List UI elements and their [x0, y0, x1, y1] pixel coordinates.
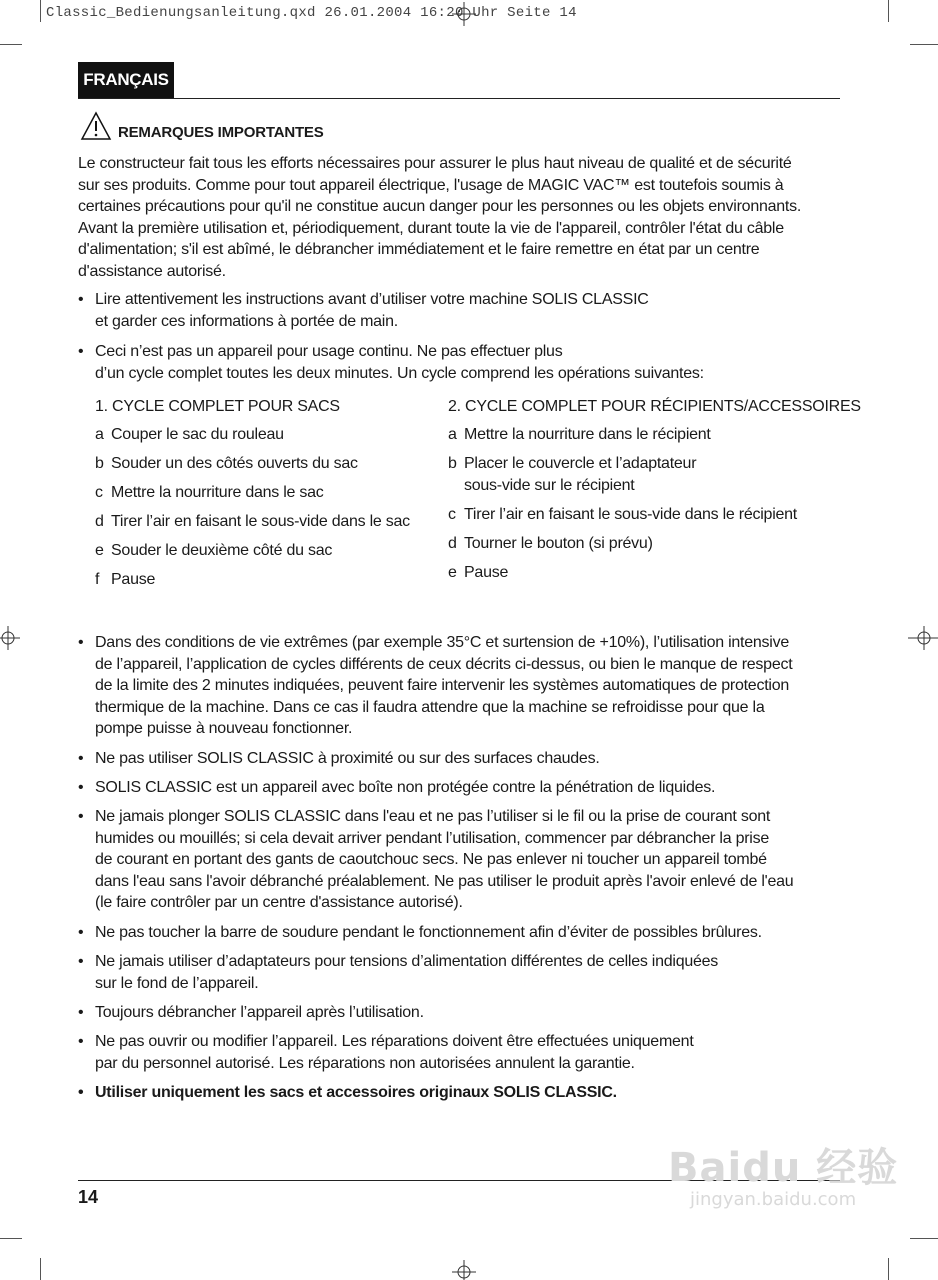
step-key: a: [448, 426, 457, 443]
bullet-dot: •: [78, 779, 84, 796]
bullet-dot: •: [78, 1033, 84, 1050]
bullet-line: et garder ces informations à portée de main.: [95, 312, 398, 330]
bullet-line: Ne pas toucher la barre de soudure pendant le fonctionnement afin d’éviter de possibles brûlures.: [95, 924, 762, 941]
crop-mark: [0, 1238, 22, 1239]
cycle-step: [95, 511, 410, 533]
intro-line: d'alimentation; s'il est abîmé, le débrancher immédiatement et le faire remettre en état par un centre: [78, 241, 760, 258]
bullet-dot: •: [78, 750, 84, 767]
bullet-item: [78, 632, 858, 740]
cycle-step: [448, 504, 797, 526]
bullet-line: de courant en portant des gants de caoutchouc secs. Ne pas enlever ni toucher un appareil tombé: [95, 851, 767, 868]
cycle-left-heading: 1. CYCLE COMPLET POUR SACS: [95, 398, 340, 415]
step-key: a: [95, 426, 104, 443]
bullet-line: de l’appareil, l’application de cycles différents de ceux décrits ci-dessus, ou bien le manque de respect: [95, 655, 793, 673]
crop-mark: [888, 0, 889, 22]
bullet-dot: •: [78, 808, 84, 825]
crop-mark: [888, 1258, 889, 1280]
bullet-item: [78, 951, 858, 994]
step-key: b: [95, 455, 104, 472]
cycle-step: [95, 540, 332, 562]
section-title: REMARQUES IMPORTANTES: [118, 124, 324, 141]
bullet-item: [78, 922, 858, 944]
step-key: d: [95, 513, 104, 530]
step-key: d: [448, 535, 457, 552]
bullet-line: par du personnel autorisé. Les réparations non autorisées annulent la garantie.: [95, 1054, 635, 1072]
cycle-step: [448, 453, 696, 475]
cycle-step: [448, 533, 653, 555]
registration-mark-icon: [452, 1260, 476, 1280]
bullet-line: dans l'eau sans l'avoir débranché préalablement. Ne pas utiliser le produit après l'avoir enlevé de l'eau: [95, 872, 794, 890]
bullet-line: thermique de la machine. Dans ce cas il faudra attendre que la machine se refroidisse pour que la: [95, 698, 765, 716]
bullet-item-bold: [78, 1082, 858, 1104]
step-text: Tourner le bouton (si prévu): [464, 535, 653, 552]
intro-line: Avant la première utilisation et, périodiquement, durant toute la vie de l'appareil, contrôler l'état du câble: [78, 219, 784, 237]
cycle-step-continuation: [464, 475, 634, 497]
bullet-item: [78, 341, 848, 384]
bullet-line: Dans des conditions de vie extrêmes (par exemple 35°C et surtension de +10%), l’utilisation intensive: [95, 634, 789, 651]
bullet-line: SOLIS CLASSIC est un appareil avec boîte non protégée contre la pénétration de liquides.: [95, 779, 716, 796]
step-key: b: [448, 455, 457, 472]
bullet-dot: •: [78, 634, 84, 651]
intro-paragraph: [78, 153, 848, 282]
step-key: f: [95, 571, 100, 588]
bullet-line: Ne jamais utiliser d’adaptateurs pour tensions d’alimentation différentes de celles indiquées: [95, 953, 719, 970]
language-label: FRANÇAIS: [78, 62, 174, 98]
bullet-item: [78, 1002, 858, 1024]
crop-mark: [910, 44, 938, 45]
cycle-step: [95, 482, 324, 504]
step-key: c: [448, 506, 456, 523]
header-rule: [78, 98, 840, 99]
step-key: e: [448, 564, 457, 581]
step-text: Tirer l’air en faisant le sous-vide dans le récipient: [464, 506, 797, 523]
step-key: e: [95, 542, 104, 559]
step-text: Tirer l’air en faisant le sous-vide dans le sac: [111, 513, 410, 530]
step-text: Placer le couvercle et l’adaptateur: [464, 455, 697, 472]
bullet-line: (le faire contrôler par un centre d'assistance autorisé).: [95, 894, 463, 911]
registration-mark-icon: [452, 2, 476, 26]
bullet-item: [78, 777, 858, 799]
bullet-item: [78, 1031, 858, 1074]
cycle-step: [95, 424, 284, 446]
step-text: Souder un des côtés ouverts du sac: [111, 455, 358, 472]
warning-triangle-icon: [80, 111, 112, 141]
cycle-step: [95, 569, 155, 591]
bullet-line: Ceci n’est pas un appareil pour usage continu. Ne pas effectuer plus: [95, 343, 563, 360]
cycle-step: [95, 453, 358, 475]
page-number: 14: [78, 1187, 99, 1207]
bullet-item: [78, 806, 858, 914]
bullet-line: Lire attentivement les instructions avant d’utiliser votre machine SOLIS CLASSIC: [95, 291, 649, 308]
intro-line: d'assistance autorisé.: [78, 262, 226, 280]
bullet-dot: •: [78, 953, 84, 970]
bullet-dot: •: [78, 1084, 84, 1101]
watermark: [668, 1136, 898, 1210]
crop-mark: [0, 44, 22, 45]
step-key: c: [95, 484, 103, 501]
registration-mark-icon: [908, 626, 938, 650]
bullet-dot: •: [78, 924, 84, 941]
bullet-line: de la limite des 2 minutes indiquées, peuvent faire intervenir les systèmes automatiques de protection: [95, 677, 789, 694]
bullet-line: pompe puisse à nouveau fonctionner.: [95, 720, 353, 737]
crop-mark: [40, 0, 41, 22]
crop-mark: [910, 1238, 938, 1239]
bullet-line: humides ou mouillés; si cela devait arriver pendant l’utilisation, commencer par débrancher la prise: [95, 829, 770, 847]
step-text: Mettre la nourriture dans le sac: [111, 484, 324, 501]
step-text: Couper le sac du rouleau: [111, 426, 284, 443]
bullet-line: Ne pas utiliser SOLIS CLASSIC à proximité ou sur des surfaces chaudes.: [95, 750, 600, 767]
bullet-item: [78, 289, 848, 332]
bullet-line: sur le fond de l’appareil.: [95, 974, 259, 992]
file-info-header: Classic_Bedienungsanleitung.qxd 26.01.2004 16:20 Uhr Seite 14: [46, 5, 577, 21]
crop-mark: [40, 1258, 41, 1280]
bullet-item: [78, 748, 858, 770]
cycle-step: [448, 424, 711, 446]
step-text: Pause: [111, 571, 156, 588]
cycle-right-heading: 2. CYCLE COMPLET POUR RÉCIPIENTS/ACCESSOIRES: [448, 398, 861, 415]
bullet-line: d’un cycle complet toutes les deux minutes. Un cycle comprend les opérations suivantes:: [95, 364, 704, 382]
intro-line: Le constructeur fait tous les efforts nécessaires pour assurer le plus haut niveau de qualité et de sécurité: [78, 155, 792, 172]
step-text: Mettre la nourriture dans le récipient: [464, 426, 711, 443]
step-text: Pause: [464, 564, 509, 581]
registration-mark-icon: [0, 626, 20, 650]
bullet-line: Utiliser uniquement les sacs et accessoires originaux SOLIS CLASSIC.: [95, 1084, 617, 1101]
bullet-line: Toujours débrancher l’appareil après l’utilisation.: [95, 1004, 424, 1021]
bullet-dot: •: [78, 291, 84, 308]
step-text: Souder le deuxième côté du sac: [111, 542, 333, 559]
intro-line: sur ses produits. Comme pour tout appareil électrique, l'usage de MAGIC VAC™ est toutefois soumis à: [78, 176, 784, 194]
bullet-line: Ne jamais plonger SOLIS CLASSIC dans l'eau et ne pas l’utiliser si le fil ou la prise de courant sont: [95, 808, 771, 825]
bullet-dot: •: [78, 1004, 84, 1021]
intro-line: certaines précautions pour qu'il ne constitue aucun danger pour les personnes ou les objets environnants.: [78, 198, 802, 215]
bullet-dot: •: [78, 343, 84, 360]
cycle-step: [448, 562, 508, 584]
step-text: sous-vide sur le récipient: [464, 477, 635, 494]
bullet-line: Ne pas ouvrir ou modifier l’appareil. Les réparations doivent être effectuées uniquement: [95, 1033, 694, 1050]
watermark-main: Baidu 经验: [668, 1145, 899, 1191]
watermark-sub: jingyan.baidu.com: [690, 1189, 857, 1210]
